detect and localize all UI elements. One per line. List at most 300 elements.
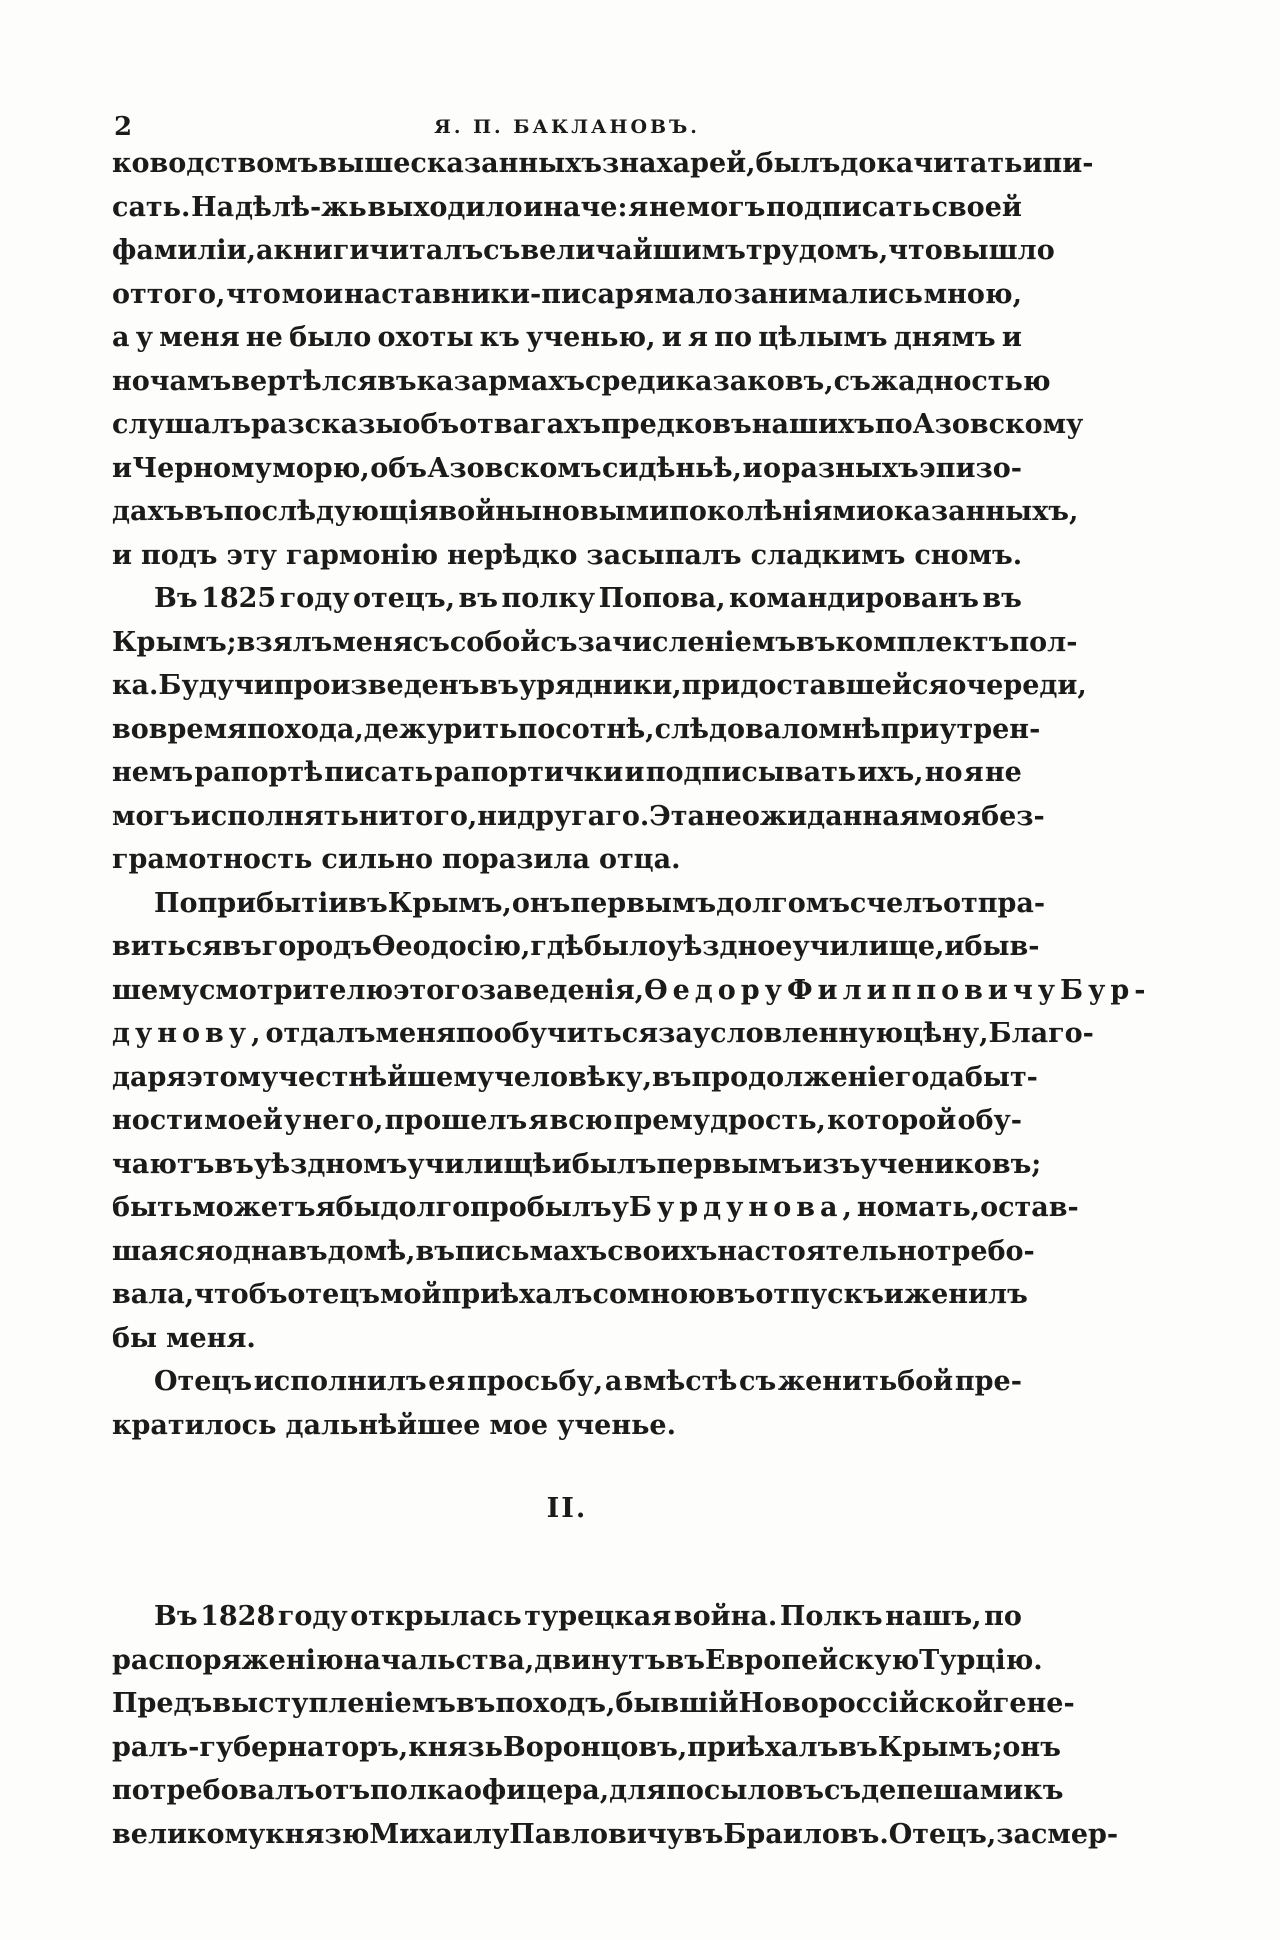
word: ея — [428, 1366, 466, 1397]
word: о — [762, 452, 781, 484]
word: нашихъ — [751, 409, 875, 440]
word: дунову, — [112, 1018, 266, 1049]
text-line — [112, 1230, 1035, 1274]
text-line — [112, 273, 1022, 317]
word: вертѣлся — [231, 365, 378, 397]
word: а — [256, 235, 274, 266]
word: было — [583, 931, 667, 962]
word: женитьбой — [777, 1366, 954, 1397]
word: комплектъ — [835, 626, 1010, 658]
word: настоятельно — [717, 1235, 935, 1267]
word: ученье. — [557, 1409, 676, 1441]
word: неожиданная — [704, 800, 920, 832]
text-line — [112, 708, 1041, 752]
word: Бурдунова, — [628, 1192, 857, 1223]
word: книги — [273, 235, 370, 266]
word: моя — [919, 800, 982, 832]
word: ни — [358, 800, 399, 832]
word: меня — [332, 626, 413, 658]
text-line — [112, 186, 1022, 230]
word: въ — [683, 1818, 724, 1850]
word: засыпалъ — [586, 539, 742, 571]
word: шему — [112, 974, 199, 1006]
running-title: Я. П. БАКЛАНОВЪ. — [434, 116, 700, 138]
word: письмахъ — [454, 1235, 608, 1267]
word: того, — [398, 800, 478, 832]
word: нерѣдко — [447, 539, 578, 571]
word: съ — [483, 235, 521, 266]
word: у — [135, 322, 154, 353]
word: и — [112, 539, 133, 571]
word: занимались — [733, 278, 923, 310]
word: пре- — [954, 1366, 1022, 1397]
word: къ — [479, 322, 520, 353]
word: 1828 — [200, 1601, 276, 1632]
text-line — [112, 1726, 1061, 1770]
word: Азовскомъ — [427, 452, 602, 484]
word: не — [245, 322, 283, 353]
text-line — [112, 490, 1079, 534]
word: моей — [204, 1105, 283, 1136]
word: Павловичу — [509, 1818, 684, 1850]
text-line — [112, 1143, 1042, 1187]
word: могъ — [686, 191, 766, 223]
word: мною — [626, 1279, 716, 1310]
word: счелъ — [849, 887, 944, 919]
word: распоряженію — [112, 1644, 344, 1676]
paragraph — [112, 1360, 1022, 1447]
word: при — [681, 670, 741, 701]
word: дежурить — [363, 713, 518, 745]
word: открылась — [350, 1601, 522, 1632]
word: сномъ. — [914, 539, 1023, 571]
word: честнѣйшему — [278, 1061, 495, 1093]
word: дѣлѣ-жь — [234, 191, 367, 223]
word: и — [883, 1279, 904, 1310]
word: прибытіи — [197, 887, 349, 919]
word: Крымъ; — [112, 626, 237, 658]
word: Благо- — [988, 1018, 1094, 1049]
word: мои — [281, 278, 344, 310]
word: бывшій — [615, 1688, 739, 1719]
word: мало — [654, 278, 733, 310]
word: фамиліи, — [112, 235, 257, 266]
word: эпизо- — [919, 452, 1022, 484]
word: по — [984, 1601, 1022, 1632]
word: нашъ, — [885, 1601, 982, 1632]
word: Турцію. — [919, 1644, 1043, 1676]
word: я — [315, 1192, 336, 1223]
word: меня. — [166, 1322, 256, 1354]
word: урядники, — [518, 670, 682, 701]
word: я — [528, 1105, 549, 1136]
text-line — [112, 925, 1040, 969]
word: похода, — [247, 713, 364, 745]
paragraph — [112, 1595, 1119, 1856]
word: поразила — [442, 844, 590, 875]
word: среди — [585, 365, 676, 397]
word: которой — [827, 1105, 957, 1136]
word: Бур- — [1060, 974, 1151, 1006]
text-line — [112, 403, 1084, 447]
word: женилъ — [903, 1279, 1028, 1310]
word: Европейскую — [705, 1644, 920, 1676]
word: году — [277, 1601, 348, 1632]
word: ности — [112, 1105, 203, 1136]
word: одна — [214, 1235, 289, 1267]
text-line — [112, 621, 1078, 665]
text-line — [112, 229, 1055, 273]
word: училище, — [792, 931, 945, 962]
word: сидѣньѣ, — [602, 452, 742, 484]
word: Браиловъ. — [723, 1818, 889, 1850]
word: Въ — [154, 1601, 198, 1632]
word: знахарей, — [601, 148, 756, 179]
word: былъ — [755, 148, 841, 179]
word: полку — [501, 583, 596, 614]
word: въ — [214, 1148, 254, 1180]
word: очереди, — [948, 670, 1087, 701]
paragraph — [112, 142, 1094, 577]
word: без- — [981, 800, 1045, 832]
word: Филипповичу — [786, 974, 1061, 1006]
word: охоты — [377, 322, 474, 353]
word: было — [289, 322, 372, 353]
text-line — [112, 1769, 1064, 1813]
word: выступленіемъ — [212, 1688, 456, 1719]
word: слѣдовало — [654, 713, 819, 745]
text-line — [112, 447, 1022, 491]
word: казармахъ — [416, 365, 586, 397]
word: въ — [348, 887, 388, 919]
word: въ — [455, 1688, 496, 1719]
text-line — [112, 882, 1046, 926]
word: мое — [489, 1409, 549, 1441]
word: Будучи — [158, 670, 274, 701]
text-line — [112, 534, 1022, 578]
word: этого — [393, 974, 479, 1006]
word: война. — [673, 1601, 778, 1632]
word: дахъ — [112, 496, 185, 527]
word: просьбу, — [467, 1366, 604, 1397]
text-line — [112, 838, 1022, 882]
word: турецкая — [524, 1601, 672, 1632]
word: бы — [112, 1322, 158, 1354]
word: эту — [226, 539, 277, 571]
text-line — [112, 751, 1022, 795]
word: своихъ — [607, 1235, 718, 1267]
word: приѣхалъ — [687, 1731, 839, 1763]
word: Эта — [649, 800, 705, 832]
word: требо- — [934, 1235, 1035, 1267]
word: исполнять — [190, 800, 359, 832]
word: въ — [715, 1279, 756, 1310]
word: новыми — [542, 496, 670, 527]
text-line — [112, 969, 1151, 1013]
word: смотрителю — [198, 974, 394, 1006]
word: для — [609, 1775, 667, 1806]
word: могъ — [112, 800, 191, 832]
word: днямъ — [893, 322, 996, 353]
text-line — [112, 1639, 1043, 1683]
word: Ѳедору — [644, 974, 787, 1006]
word: по — [874, 409, 913, 440]
word: съ — [823, 1775, 862, 1806]
word: въ — [838, 1731, 878, 1763]
word: произведенъ — [273, 670, 480, 701]
word: я — [688, 322, 708, 353]
word: разсказы — [251, 409, 403, 440]
word: ученью, — [526, 322, 656, 353]
word: немъ — [112, 757, 194, 788]
word: первымъ — [570, 887, 717, 919]
word: дальнѣйшее — [285, 1409, 481, 1441]
word: человѣку, — [494, 1061, 652, 1093]
word: отца. — [598, 844, 681, 875]
word: пи- — [1042, 148, 1094, 179]
text-line — [112, 1360, 1022, 1404]
word: исполнилъ — [253, 1366, 427, 1397]
word: взялъ — [236, 626, 333, 658]
text-line — [112, 1056, 1038, 1100]
word: рапортѣ — [194, 757, 324, 788]
word: дока — [840, 148, 914, 179]
word: остав- — [980, 1192, 1079, 1223]
word: отецъ — [287, 1279, 380, 1310]
word: походъ, — [495, 1688, 616, 1719]
word: въ — [222, 931, 262, 962]
word: Черному — [132, 452, 272, 484]
section-heading: II. — [546, 1493, 588, 1524]
word: я — [963, 757, 984, 788]
word: Воронцовъ, — [502, 1731, 688, 1763]
word: а — [604, 1366, 623, 1397]
word: но — [924, 757, 963, 788]
word: Въ — [154, 583, 198, 614]
word: Ѳеодосію, — [371, 931, 531, 962]
word: этому — [186, 1061, 279, 1093]
word: и — [1001, 322, 1022, 353]
word: послѣдующія — [223, 496, 439, 527]
word: гармонію — [285, 539, 439, 571]
word: долго — [380, 1192, 471, 1223]
word: отпра- — [943, 887, 1046, 919]
word: всю — [549, 1105, 613, 1136]
text-line — [112, 1186, 1079, 1230]
word: мать, — [894, 1192, 981, 1223]
word: вала, — [112, 1279, 195, 1310]
word: время — [148, 713, 247, 745]
text-line — [112, 142, 1094, 186]
word: даря — [112, 1061, 187, 1093]
word: 1825 — [201, 583, 277, 614]
word: потребовалъ — [112, 1775, 315, 1806]
word: въ — [415, 1235, 455, 1267]
word: года — [894, 1061, 965, 1093]
paragraph — [112, 577, 1087, 882]
word: пол- — [1009, 626, 1078, 658]
text-line — [112, 1813, 1119, 1857]
word: пообучиться — [455, 1018, 659, 1049]
word: былъ — [571, 1148, 657, 1180]
word: писать — [324, 757, 434, 788]
word: виться — [112, 931, 223, 962]
word: Предъ — [112, 1688, 213, 1719]
word: въ — [479, 670, 519, 701]
word: въ — [288, 1235, 328, 1267]
word: вмѣстѣ — [624, 1366, 738, 1397]
word: смер- — [1030, 1818, 1119, 1850]
word: По — [154, 887, 198, 919]
word: въ — [982, 583, 1022, 614]
word: депешами — [861, 1775, 1024, 1806]
text-line — [112, 795, 1045, 839]
word: прошелъ — [384, 1105, 528, 1136]
word: у — [284, 1105, 302, 1136]
paragraph — [112, 882, 1151, 1361]
word: грамотность — [112, 844, 313, 875]
word: иначе: — [523, 191, 628, 223]
word: уѣздномъ — [253, 1148, 408, 1180]
word: казаковъ, — [675, 365, 834, 397]
word: меня — [375, 1018, 456, 1049]
word: морю, — [272, 452, 370, 484]
word: выходило — [367, 191, 523, 223]
word: Михаилу — [369, 1818, 510, 1850]
word: цѣлымъ — [758, 322, 888, 353]
word: а — [112, 322, 130, 353]
word: полка — [370, 1775, 464, 1806]
word: училищѣ — [407, 1148, 552, 1180]
word: слушалъ — [112, 409, 252, 440]
word: сладкимъ — [750, 539, 906, 571]
word: цѣну, — [903, 1018, 989, 1049]
word: со — [592, 1279, 627, 1310]
word: вышесказанныхъ — [318, 148, 602, 179]
word: ралъ-губернаторъ, — [112, 1731, 409, 1763]
word: что — [226, 278, 281, 310]
word: и — [1022, 148, 1043, 179]
word: сать. — [112, 191, 191, 223]
text-line — [112, 1317, 1022, 1361]
word: посыловъ — [666, 1775, 824, 1806]
word: гдѣ — [530, 931, 584, 962]
word: отпускъ — [755, 1279, 884, 1310]
word: него, — [302, 1105, 384, 1136]
word: но — [856, 1192, 895, 1223]
word: при — [880, 713, 940, 745]
word: во — [112, 713, 149, 745]
word: въ — [665, 1644, 706, 1676]
word: къ — [1023, 1775, 1064, 1806]
word: онъ — [1002, 1731, 1061, 1763]
word: учениковъ; — [860, 1148, 1042, 1180]
word: отецъ, — [353, 583, 456, 614]
word: Азовскому — [912, 409, 1084, 440]
word: ка. — [112, 670, 159, 701]
word: условленную — [692, 1018, 904, 1049]
word: вышло — [942, 235, 1055, 266]
word: сильно — [321, 844, 433, 875]
word: читать — [913, 148, 1023, 179]
word: съ — [739, 1366, 777, 1397]
word: поколѣніями — [669, 496, 876, 527]
word: утрен- — [939, 713, 1041, 745]
word: и — [661, 322, 682, 353]
word: гене- — [992, 1688, 1075, 1719]
word: мой — [380, 1279, 442, 1310]
word: читалъ — [369, 235, 484, 266]
word: быв- — [964, 931, 1040, 962]
word: за — [658, 1018, 693, 1049]
text-line — [112, 577, 1022, 621]
word: я — [628, 191, 649, 223]
word: не — [984, 757, 1022, 788]
word: мнѣ — [818, 713, 881, 745]
word: объ — [370, 452, 427, 484]
word: разныхъ — [781, 452, 919, 484]
word: приѣхалъ — [441, 1279, 593, 1310]
word: подписать — [766, 191, 931, 223]
word: можетъ — [192, 1192, 316, 1223]
word: своей — [931, 191, 1022, 223]
word: не — [648, 191, 686, 223]
word: великому — [112, 1818, 266, 1850]
word: пробылъ — [470, 1192, 612, 1223]
text-line — [112, 316, 1022, 360]
word: и — [624, 757, 645, 788]
word: собой — [449, 626, 541, 658]
word: и — [551, 1148, 572, 1180]
word: году — [279, 583, 350, 614]
word: трудомъ, — [745, 235, 889, 266]
word: ни — [477, 800, 518, 832]
word: у — [611, 1192, 629, 1223]
word: премудрость, — [613, 1105, 826, 1136]
word: первымъ — [656, 1148, 803, 1180]
word: меня — [159, 322, 240, 353]
word: что — [888, 235, 943, 266]
word: объ — [402, 409, 460, 440]
word: съ — [833, 365, 871, 397]
word: продолженіе — [691, 1061, 895, 1093]
word: онъ — [511, 887, 571, 919]
page-number: 2 — [114, 112, 133, 142]
word: за — [996, 1818, 1031, 1850]
word: изъ — [802, 1148, 861, 1180]
text-content — [112, 142, 1151, 1856]
word: жадностью — [870, 365, 1051, 397]
word: по — [714, 322, 753, 353]
word: чаютъ — [112, 1148, 215, 1180]
word: зачисленіемъ — [577, 626, 797, 658]
word: подписывать — [645, 757, 857, 788]
word: заведенія, — [478, 974, 645, 1006]
word: другаго. — [517, 800, 650, 832]
word: сотнѣ, — [555, 713, 655, 745]
word: Попова, — [598, 583, 726, 614]
word: кратилось — [112, 1409, 277, 1441]
word: въ — [796, 626, 836, 658]
word: быт- — [964, 1061, 1038, 1093]
word: предковъ — [600, 409, 752, 440]
word: рапортички — [434, 757, 624, 788]
word: городъ — [261, 931, 372, 962]
word: по — [517, 713, 556, 745]
word: доставшейся — [740, 670, 949, 701]
word: На — [191, 191, 235, 223]
text-line — [112, 1682, 1075, 1726]
